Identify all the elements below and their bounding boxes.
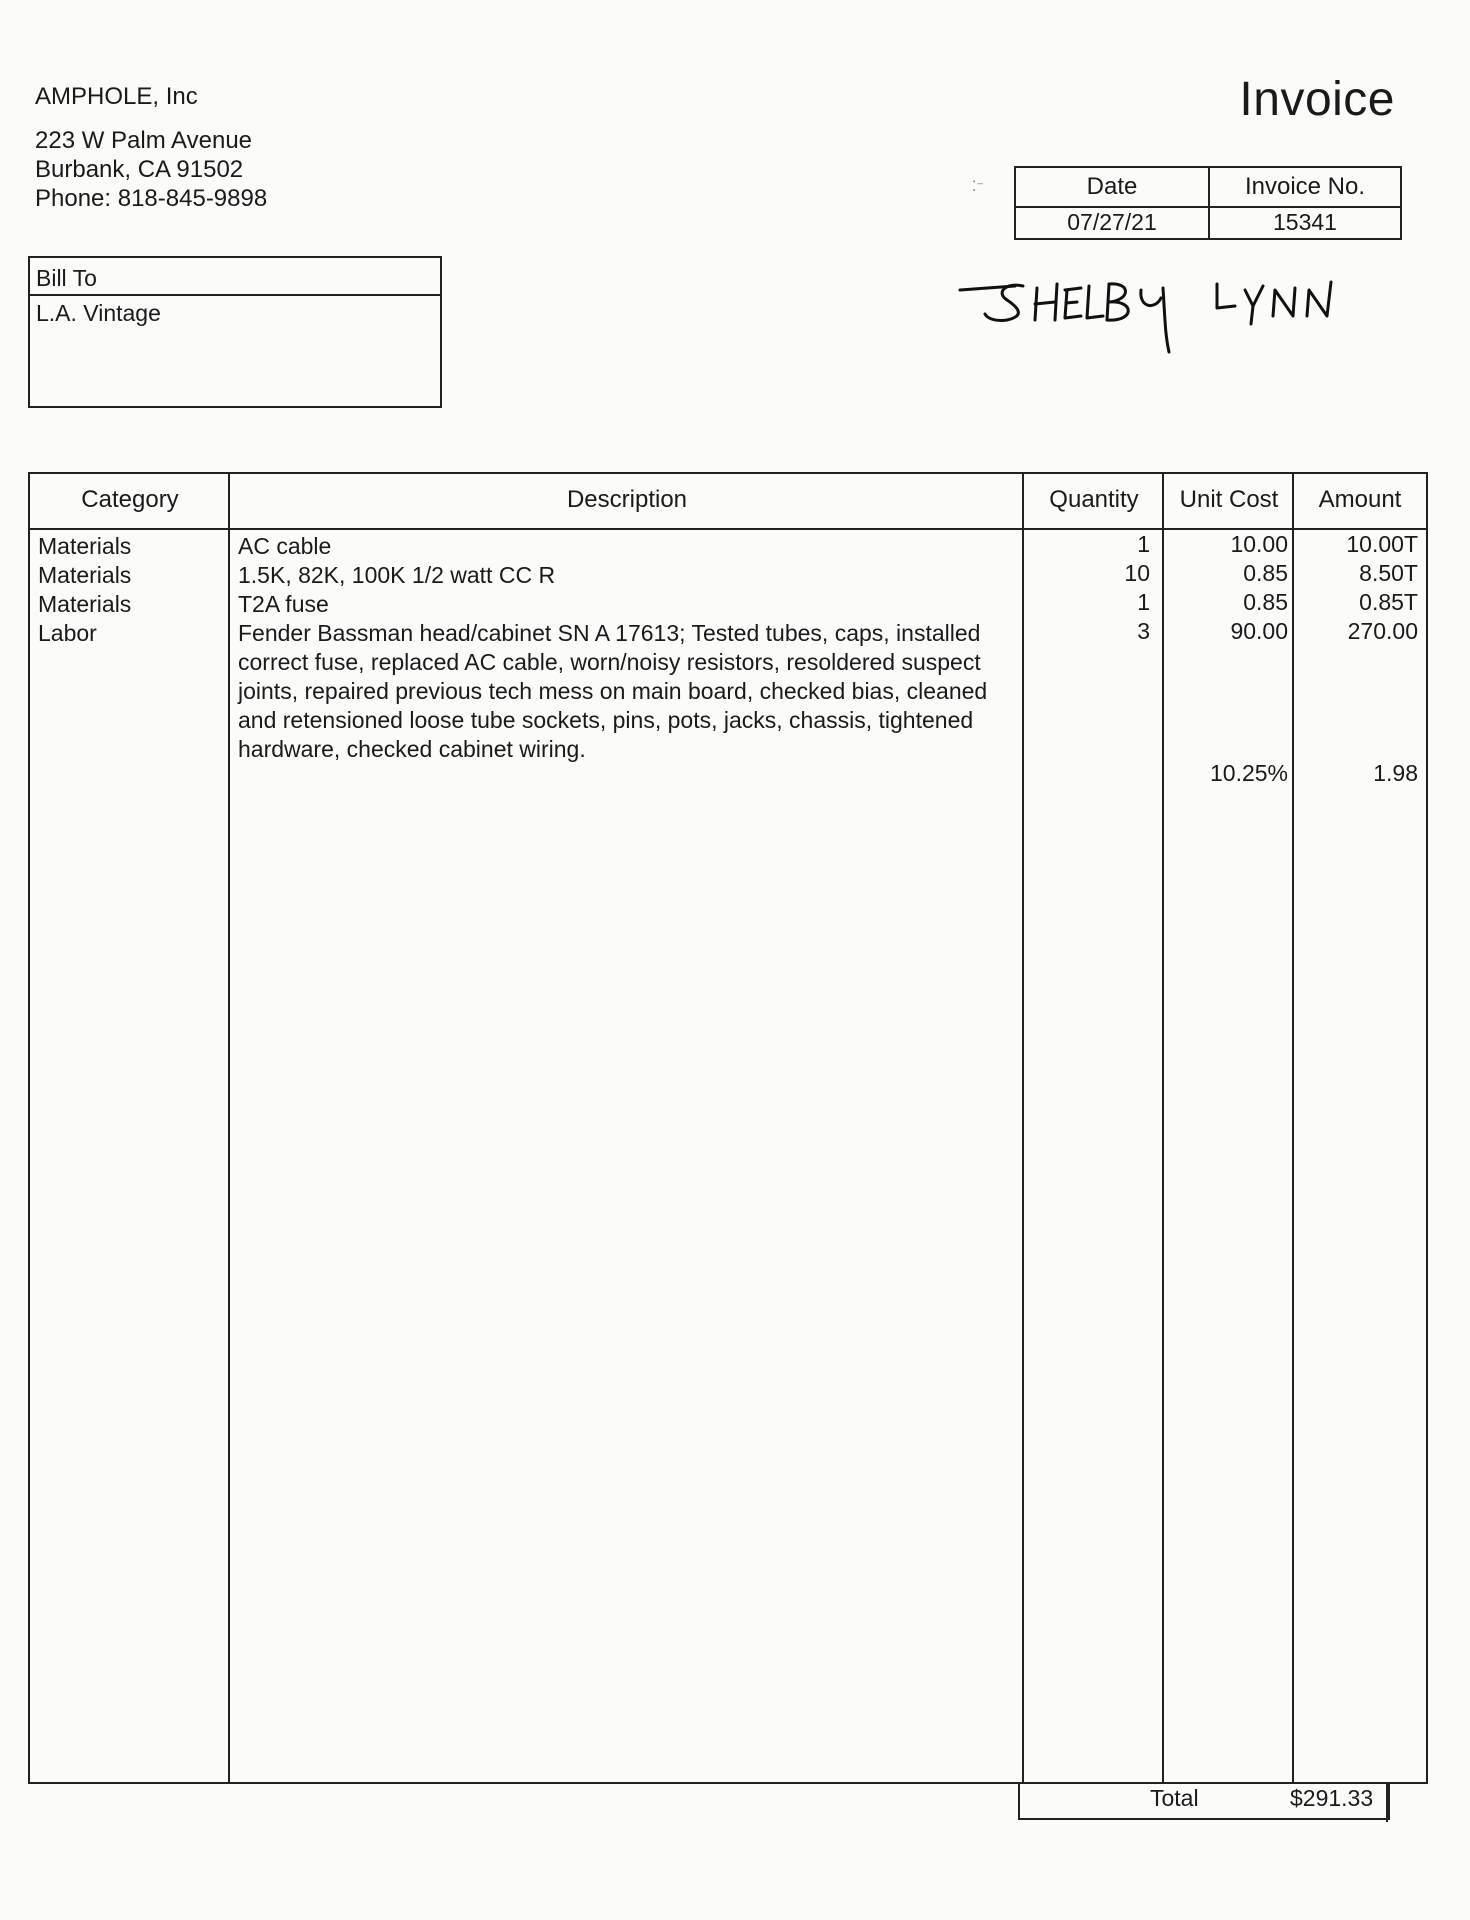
bill-to-name: L.A. Vintage (36, 300, 161, 326)
date-column (1016, 168, 1210, 238)
row-3-quantity: 1 (1137, 589, 1150, 615)
row-4-unit-cost: 90.00 (1230, 618, 1288, 644)
row-4-description: Fender Bassman head/cabinet SN A 17613; Tested tubes, caps, installed correct fuse, replaced AC cable, worn/noisy resistors, resoldered suspect joints, repaired previous tech mess on main board, checked bias, cleaned and retensioned loose tube sockets, pins, pots, jacks, chassis, tightened hardware, checked cabinet wiring. (238, 620, 988, 762)
row-3-category: Materials (38, 591, 132, 617)
row-4-category: Labor (38, 620, 97, 646)
date-label: Date (1016, 168, 1208, 208)
row-2-description: 1.5K, 82K, 100K 1/2 watt CC R (238, 562, 556, 588)
bill-to-label: Bill To (30, 258, 440, 296)
header-description: Description (566, 486, 688, 513)
row-3-description: T2A fuse (238, 591, 329, 617)
header-quantity: Quantity (1049, 486, 1139, 513)
vendor-phone: Phone: 818-845-9898 (35, 185, 268, 212)
bill-to-box (28, 256, 442, 408)
scan-mark: ⁚⁻ (972, 178, 984, 194)
row-3-unit-cost: 0.85 (1243, 589, 1288, 615)
header-category: Category (81, 486, 179, 513)
invoice-meta-box (1014, 166, 1402, 240)
vendor-name: AMPHOLE, Inc (35, 83, 198, 110)
vendor-address-line1: 223 W Palm Avenue (35, 127, 253, 154)
document-title: Invoice (1239, 73, 1395, 126)
row-2-unit-cost: 0.85 (1243, 560, 1288, 586)
row-1-category: Materials (38, 533, 132, 559)
row-1-quantity: 1 (1137, 531, 1150, 557)
header-amount: Amount (1318, 486, 1402, 513)
row-2-category: Materials (38, 562, 132, 588)
tax-amount: 1.98 (1373, 760, 1418, 786)
line-items-table (28, 472, 1428, 1784)
row-3-amount: 0.85T (1359, 589, 1418, 615)
total-label: Total (1150, 1785, 1199, 1811)
row-1-amount: 10.00T (1346, 531, 1418, 557)
total-value-divider (1386, 1782, 1388, 1822)
tax-rate: 10.25% (1209, 760, 1288, 786)
row-1-unit-cost: 10.00 (1230, 531, 1288, 557)
row-2-quantity: 10 (1124, 560, 1150, 586)
total-value: $291.33 (1290, 1785, 1374, 1811)
handwritten-signature (955, 268, 1425, 358)
row-4-quantity: 3 (1137, 618, 1150, 644)
vendor-address (35, 126, 267, 213)
row-4-amount: 270.00 (1347, 618, 1418, 644)
row-1-description: AC cable (238, 533, 332, 559)
invoice-number-label: Invoice No. (1210, 168, 1400, 208)
invoice-number-column (1210, 168, 1400, 238)
invoice-number-value: 15341 (1273, 209, 1337, 235)
header-unit-cost: Unit Cost (1179, 486, 1279, 513)
date-value: 07/27/21 (1067, 209, 1157, 235)
vendor-address-line2: Burbank, CA 91502 (35, 156, 244, 183)
row-2-amount: 8.50T (1359, 560, 1418, 586)
